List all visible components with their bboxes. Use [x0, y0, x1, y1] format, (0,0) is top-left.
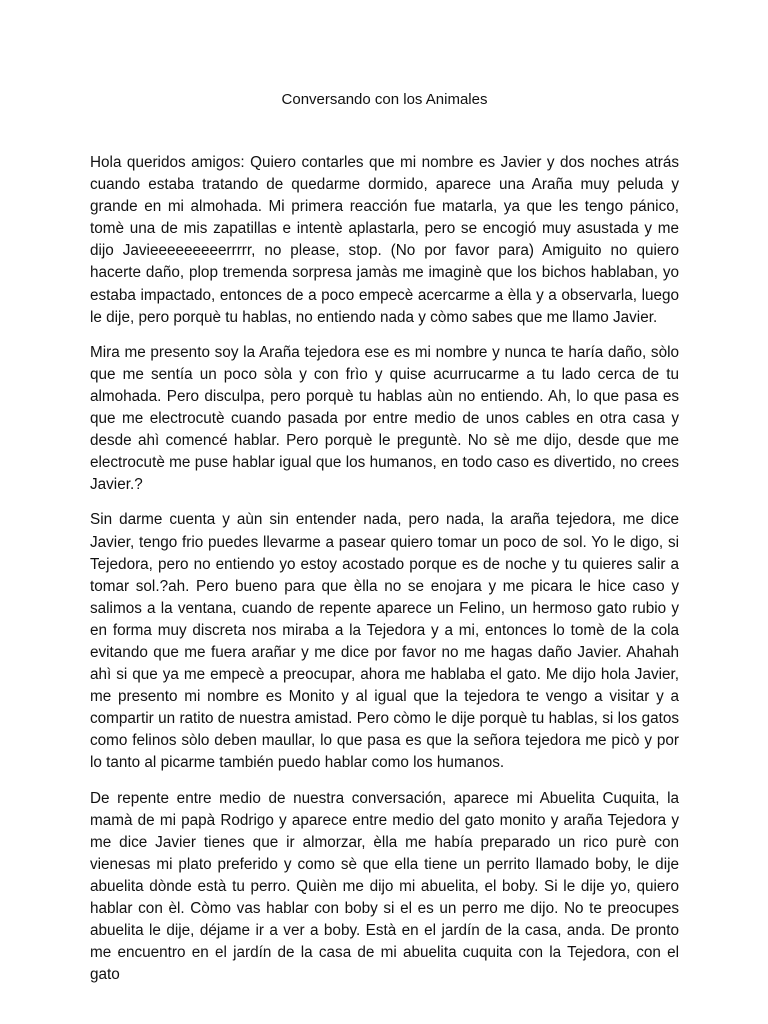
- paragraph-1: Hola queridos amigos: Quiero contarles que mi nombre es Javier y dos noches atrás cuando estaba tratando de quedarme dormido, aparece una Araña muy peluda y grande en mi almohada. Mi primera reacción fue matarla, ya que les tengo pánico, tomè una de mis zapatillas e intentè aplastarla, pero se encogió muy asustada y me dijo Javieeeeeeeeerrrrr, no please, stop. (No por favor para) Amiguito no quiero hacerte daño, plop tremenda sorpresa jamàs me imaginè que los bichos hablaban, yo estaba impactado, entonces de a poco empecè acercarme a èlla y a observarla, luego le dije, pero porquè tu hablas, no entiendo nada y còmo sabes que me llamo Javier.: [90, 154, 679, 326]
- document-body: [90, 152, 679, 999]
- paragraph-2: Mira me presento soy la Araña tejedora ese es mi nombre y nunca te haría daño, sòlo que me sentía un poco sòla y con frìo y quise acurrucarme a tu lado cerca de tu almohada. Pero disculpa, pero porquè tu hablas aùn no entiendo. Ah, lo que pasa es que me electrocutè cuando pasada por entre medio de unos cables en otra casa y desde ahì comencé hablar. Pero porquè le preguntè. No sè me dijo, desde que me electrocutè me puse hablar igual que los humanos, en todo caso es divertido, no crees Javier.?: [90, 343, 679, 494]
- document-page: [90, 0, 679, 1024]
- document-title: Conversando con los Animales: [281, 91, 488, 108]
- paragraph-3: Sin darme cuenta y aùn sin entender nada, pero nada, la araña tejedora, me dice Javier, tengo frio puedes llevarme a pasear quiero tomar un poco de sol. Yo le digo, si Tejedora, pero no entiendo yo estoy acostado porque es de noche y tu quieres salir a tomar sol.?ah. Pero bueno para que èlla no se enojara y me picara le hice caso y salimos a la ventana, cuando de repente aparece un Felino, un hermoso gato rubio y en forma muy discreta nos miraba a la Tejedora y a mi, entonces lo tomè de la cola evitando que me fuera arañar y me dice por favor no me hagas daño Javier. Ahahah ahì si que ya me empecè a preocupar, ahora me hablaba el gato. Me dijo hola Javier, me presento mi nombre es Monito y al igual que la tejedora te vengo a visitar y a compartir un ratito de nuestra amistad. Pero còmo le dije porquè tu hablas, si los gatos como felinos sòlo deben maullar, lo que pasa es que la señora tejedora me picò y por lo tanto al picarme también puedo hablar como los humanos.: [90, 511, 679, 772]
- paragraph-4: De repente entre medio de nuestra conversación, aparece mi Abuelita Cuquita, la mamà de mi papà Rodrigo y aparece entre medio del gato monito y araña Tejedora y me dice Javier tienes que ir almorzar, èlla me había preparado un rico purè con vienesas mi plato preferido y como sè que ella tiene un perrito llamado boby, le dije abuelita dònde està tu perro. Quièn me dijo mi abuelita, el boby. Si le dije yo, quiero hablar con èl. Còmo vas hablar con boby si el es un perro me dijo. No te preocupes abuelita le dije, déjame ir a ver a boby. Està en el jardín de la casa, anda. De pronto me encuentro en el jardín de la casa de mi abuelita cuquita con la Tejedora, con el gato: [90, 789, 679, 984]
